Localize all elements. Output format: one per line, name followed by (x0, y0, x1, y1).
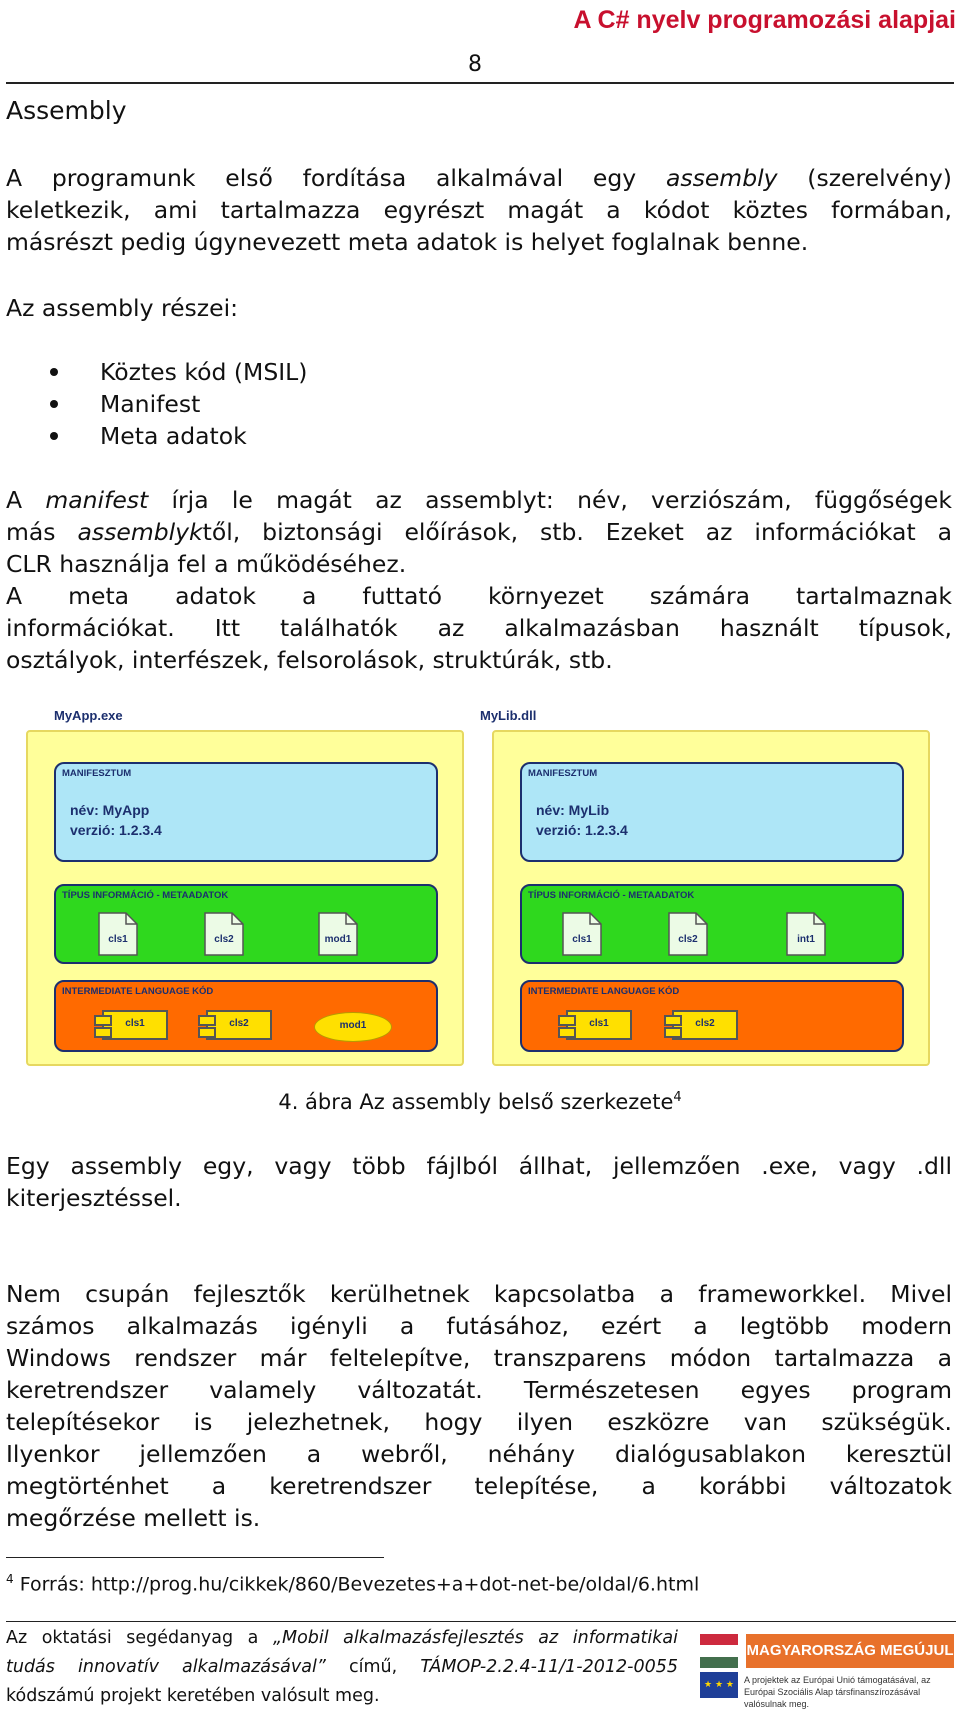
il-item: mod1 (339, 1020, 367, 1031)
il-item: cls2 (229, 1018, 249, 1029)
assembly-title: MyApp.exe (54, 708, 123, 723)
il-item: cls1 (589, 1018, 609, 1029)
component-icon (672, 1010, 738, 1040)
assembly-structure-diagram (26, 708, 930, 1068)
metadata-box (520, 884, 904, 964)
assembly-title: MyLib.dll (480, 708, 537, 723)
parts-intro: Az assembly részei: (6, 294, 239, 322)
paragraph-framework: Nem csupán fejlesztők kerülhetnek kapcsolatba a frameworkkel. Mivel számos alkalmazás igényli a futásához, ezért a legtöbb modern Windows rendszer már feltelepítve, transzparens módon tartalmazza a keretrendszer valamely változatát. Természetesen egyes program telepítésekor is jelezhetnek, hogy ilyen eszközre van szükségük. Ilyenkor jellemzően a webről, néhány dialógusablakon keresztül megtörténhet a keretrendszer telepítése, a korábbi változatok megőrzése mellett is. (6, 1280, 952, 1532)
footer-divider (6, 1621, 956, 1622)
footnote-number: 4 (6, 1572, 14, 1586)
il-code-box (520, 980, 904, 1052)
document-icon (204, 912, 244, 956)
manifest-version: verzió: 1.2.3.4 (70, 822, 162, 838)
component-icon (206, 1010, 272, 1040)
paragraph-assembly-intro: A programunk első fordítása alkalmával egy assembly (szerelvény) keletkezik, ami tartalmazza egyrészt magát a kódot köztes formában, másrészt pedig úgynevezett meta adatok is helyet foglalnak benne. (6, 164, 952, 256)
metadata-item: cls1 (108, 934, 128, 945)
manifest-name: név: MyApp (70, 802, 150, 818)
bullet-list (50, 356, 307, 452)
footnote (6, 1572, 699, 1595)
manifest-name: név: MyLib (536, 802, 610, 818)
component-icon (566, 1010, 632, 1040)
paragraph-manifest: A manifest írja le magát az assemblyt: név, verziószám, függőségek más assemblyktől, biztonsági előírások, stb. Ezeket az információkat a CLR használja fel a működéséhez. A meta adatok a futtató környezet számára tartalmaznak információkat. Itt találhatók az alkalmazásban használt típusok, osztályok, interfészek, felsorolások, struktúrák, stb. (6, 486, 952, 674)
logo-banner: MAGYARORSZÁG MEGÚJUL (746, 1634, 954, 1668)
list-item: Köztes kód (MSIL) (50, 356, 307, 388)
component-icon (102, 1010, 168, 1040)
bullet-icon (50, 400, 58, 408)
metadata-item: mod1 (324, 934, 352, 945)
metadata-label: TÍPUS INFORMÁCIÓ - METAADATOK (62, 890, 229, 901)
document-icon (98, 912, 138, 956)
logo-small-text: A projektek az Európai Unió támogatásával, az Európai Szociális Alap társfinanszírozásával valósulnak meg. (744, 1675, 931, 1709)
list-item: Meta adatok (50, 420, 307, 452)
eu-flag-icon: ★ ★ ★ (700, 1672, 738, 1698)
manifest-version: verzió: 1.2.3.4 (536, 822, 628, 838)
il-item: cls2 (695, 1018, 715, 1029)
header-divider (6, 82, 954, 84)
metadata-item: cls2 (214, 934, 234, 945)
document-icon (562, 912, 602, 956)
document-icon (786, 912, 826, 956)
il-code-box (54, 980, 438, 1052)
manifest-label: MANIFESZTUM (62, 768, 132, 779)
running-header-title: A C# nyelv programozási alapjai (573, 6, 956, 34)
footnote-ref: 4 (673, 1090, 682, 1105)
metadata-item: int1 (797, 934, 815, 945)
paragraph-assembly-files: Egy assembly egy, vagy több fájlból állhat, jellemzően .exe, vagy .dll kiterjesztéssel. (6, 1152, 952, 1212)
list-item: Manifest (50, 388, 307, 420)
footnote-divider (6, 1557, 384, 1558)
hungarian-flag-icon (700, 1634, 738, 1668)
footer-text: Az oktatási segédanyag a „Mobil alkalmazásfejlesztés az informatikai tudás innovatív alkalmazásával” című, TÁMOP-2.2.4-11/1-2012-0055 kódszámú projekt keretében valósult meg. (6, 1628, 678, 1706)
bullet-icon (50, 368, 58, 376)
il-code-label: INTERMEDIATE LANGUAGE KÓD (528, 986, 680, 997)
bullet-icon (50, 432, 58, 440)
il-code-label: INTERMEDIATE LANGUAGE KÓD (62, 986, 214, 997)
il-item: cls1 (125, 1018, 145, 1029)
metadata-box (54, 884, 438, 964)
figure-caption: 4. ábra Az assembly belső szerkezete$^4$ (278, 1090, 682, 1114)
section-title: Assembly (6, 96, 127, 125)
assembly-panel (26, 730, 464, 1066)
project-logo (694, 1630, 956, 1709)
module-oval (314, 1012, 392, 1042)
footnote-link[interactable]: Forrás: http://prog.hu/cikkek/860/Bevezetes+a+dot-net-be/oldal/6.html (19, 1573, 700, 1596)
document-icon (318, 912, 358, 956)
metadata-item: cls2 (678, 934, 698, 945)
manifest-box (54, 762, 438, 862)
metadata-item: cls1 (572, 934, 592, 945)
document-icon (668, 912, 708, 956)
page-number: 8 (468, 52, 482, 77)
metadata-label: TÍPUS INFORMÁCIÓ - METAADATOK (528, 890, 695, 901)
manifest-box (520, 762, 904, 862)
manifest-label: MANIFESZTUM (528, 768, 598, 779)
assembly-panel (492, 730, 930, 1066)
